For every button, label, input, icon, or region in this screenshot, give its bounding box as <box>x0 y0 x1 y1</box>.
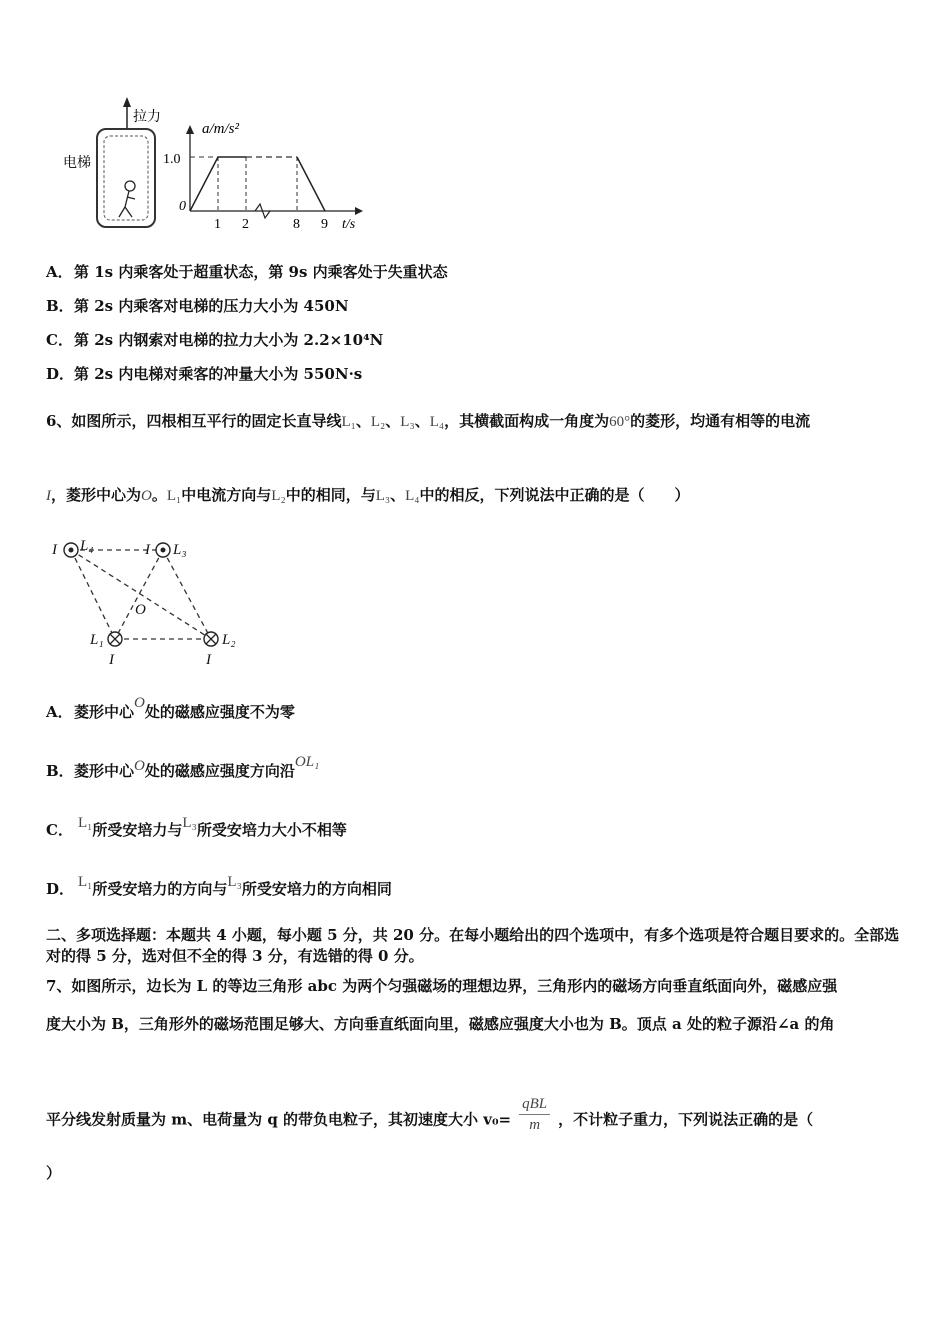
wire-l1-in-icon <box>108 632 122 646</box>
x-tick-9: 9 <box>321 217 328 232</box>
q6-option-a: A．菱形中心O处的磁感应强度不为零 <box>46 695 295 721</box>
q6-option-d: D． L₁所受安培力的方向与L₃所受安培力的方向相同 <box>46 874 392 898</box>
q6-stem-line1: 6、如图所示，四根相互平行的固定长直导线L₁、L₂、L₃、L₄，其横截面构成一角度为60°的菱形，均通有相等的电流 <box>46 412 811 430</box>
l2-label: L₂ <box>222 632 236 648</box>
q6-stem-line2: I，菱形中心为O。L₁中电流方向与L₂中的相同，与L₃、L₄中的相反，下列说法中正确的是（ ） <box>46 486 690 504</box>
q5-option-c: C．第 2s 内钢索对电梯的拉力大小为 2.2×10⁴N <box>46 331 384 349</box>
q5-option-a: A．第 1s 内乘客处于超重状态，第 9s 内乘客处于失重状态 <box>46 263 448 281</box>
y-tick-label: 1.0 <box>163 152 181 167</box>
elevator-figure <box>55 95 375 235</box>
x-axis-label: t/s <box>342 217 356 232</box>
elevator-label: 电梯 <box>63 156 91 171</box>
elevator-car <box>97 129 155 227</box>
q7-line2: 度大小为 B，三角形外的磁场范围足够大、方向垂直纸面向里，磁感应强度大小也为 B。顶点 a 处的粒子源沿∠a 的角 <box>46 1015 835 1033</box>
center-label: O <box>135 602 146 618</box>
l2-current-label: I <box>206 652 211 668</box>
q6-option-c: C． L₁所受安培力与L₃所受安培力大小不相等 <box>46 815 347 839</box>
l1-label: L₁ <box>90 632 104 648</box>
wire-l3-out-icon <box>156 543 170 557</box>
rope-label: 拉力 <box>133 110 161 125</box>
passenger-icon <box>119 181 135 217</box>
l1-current-label: I <box>109 652 114 668</box>
x-tick-1: 1 <box>214 217 221 232</box>
q7-line4: ） <box>46 1164 62 1182</box>
section2-heading: 二、多项选择题：本题共 4 小题，每小题 5 分，共 20 分。在每小题给出的四个选项中，有多个选项是符合题目要求的。全部选对的得 5 分，选对但不全的得 3 分，有选错的得 0 分。 <box>46 926 900 965</box>
q5-option-d: D．第 2s 内电梯对乘客的冲量大小为 550N·s <box>46 365 363 383</box>
rhombus-wire-figure <box>46 530 256 670</box>
q7-line3: 平分线发射质量为 m、电荷量为 q 的带负电粒子，其初速度大小 v₀= qBL m ，不计粒子重力，下列说法正确的是（ <box>46 1096 814 1133</box>
l3-current-label: I <box>145 542 150 558</box>
l3-label: L₃ <box>173 542 187 558</box>
q6-option-b: B．菱形中心O处的磁感应强度方向沿OL₁ <box>46 754 320 780</box>
l4-label: L₄ <box>80 538 94 554</box>
q7-line1: 7、如图所示，边长为 L 的等边三角形 abc 为两个匀强磁场的理想边界，三角形内的磁场方向垂直纸面向外，磁感应强 <box>46 977 838 995</box>
l4-current-label: I <box>52 542 57 558</box>
y-axis-label: a/m/s² <box>202 121 240 137</box>
q5-option-b: B．第 2s 内乘客对电梯的压力大小为 450N <box>46 297 349 315</box>
x-tick-2: 2 <box>242 217 249 232</box>
wire-l4-out-icon <box>64 543 78 557</box>
origin-label: 0 <box>179 199 186 214</box>
v0-fraction: qBL m <box>519 1094 550 1135</box>
x-tick-8: 8 <box>293 217 300 232</box>
wire-l2-in-icon <box>204 632 218 646</box>
